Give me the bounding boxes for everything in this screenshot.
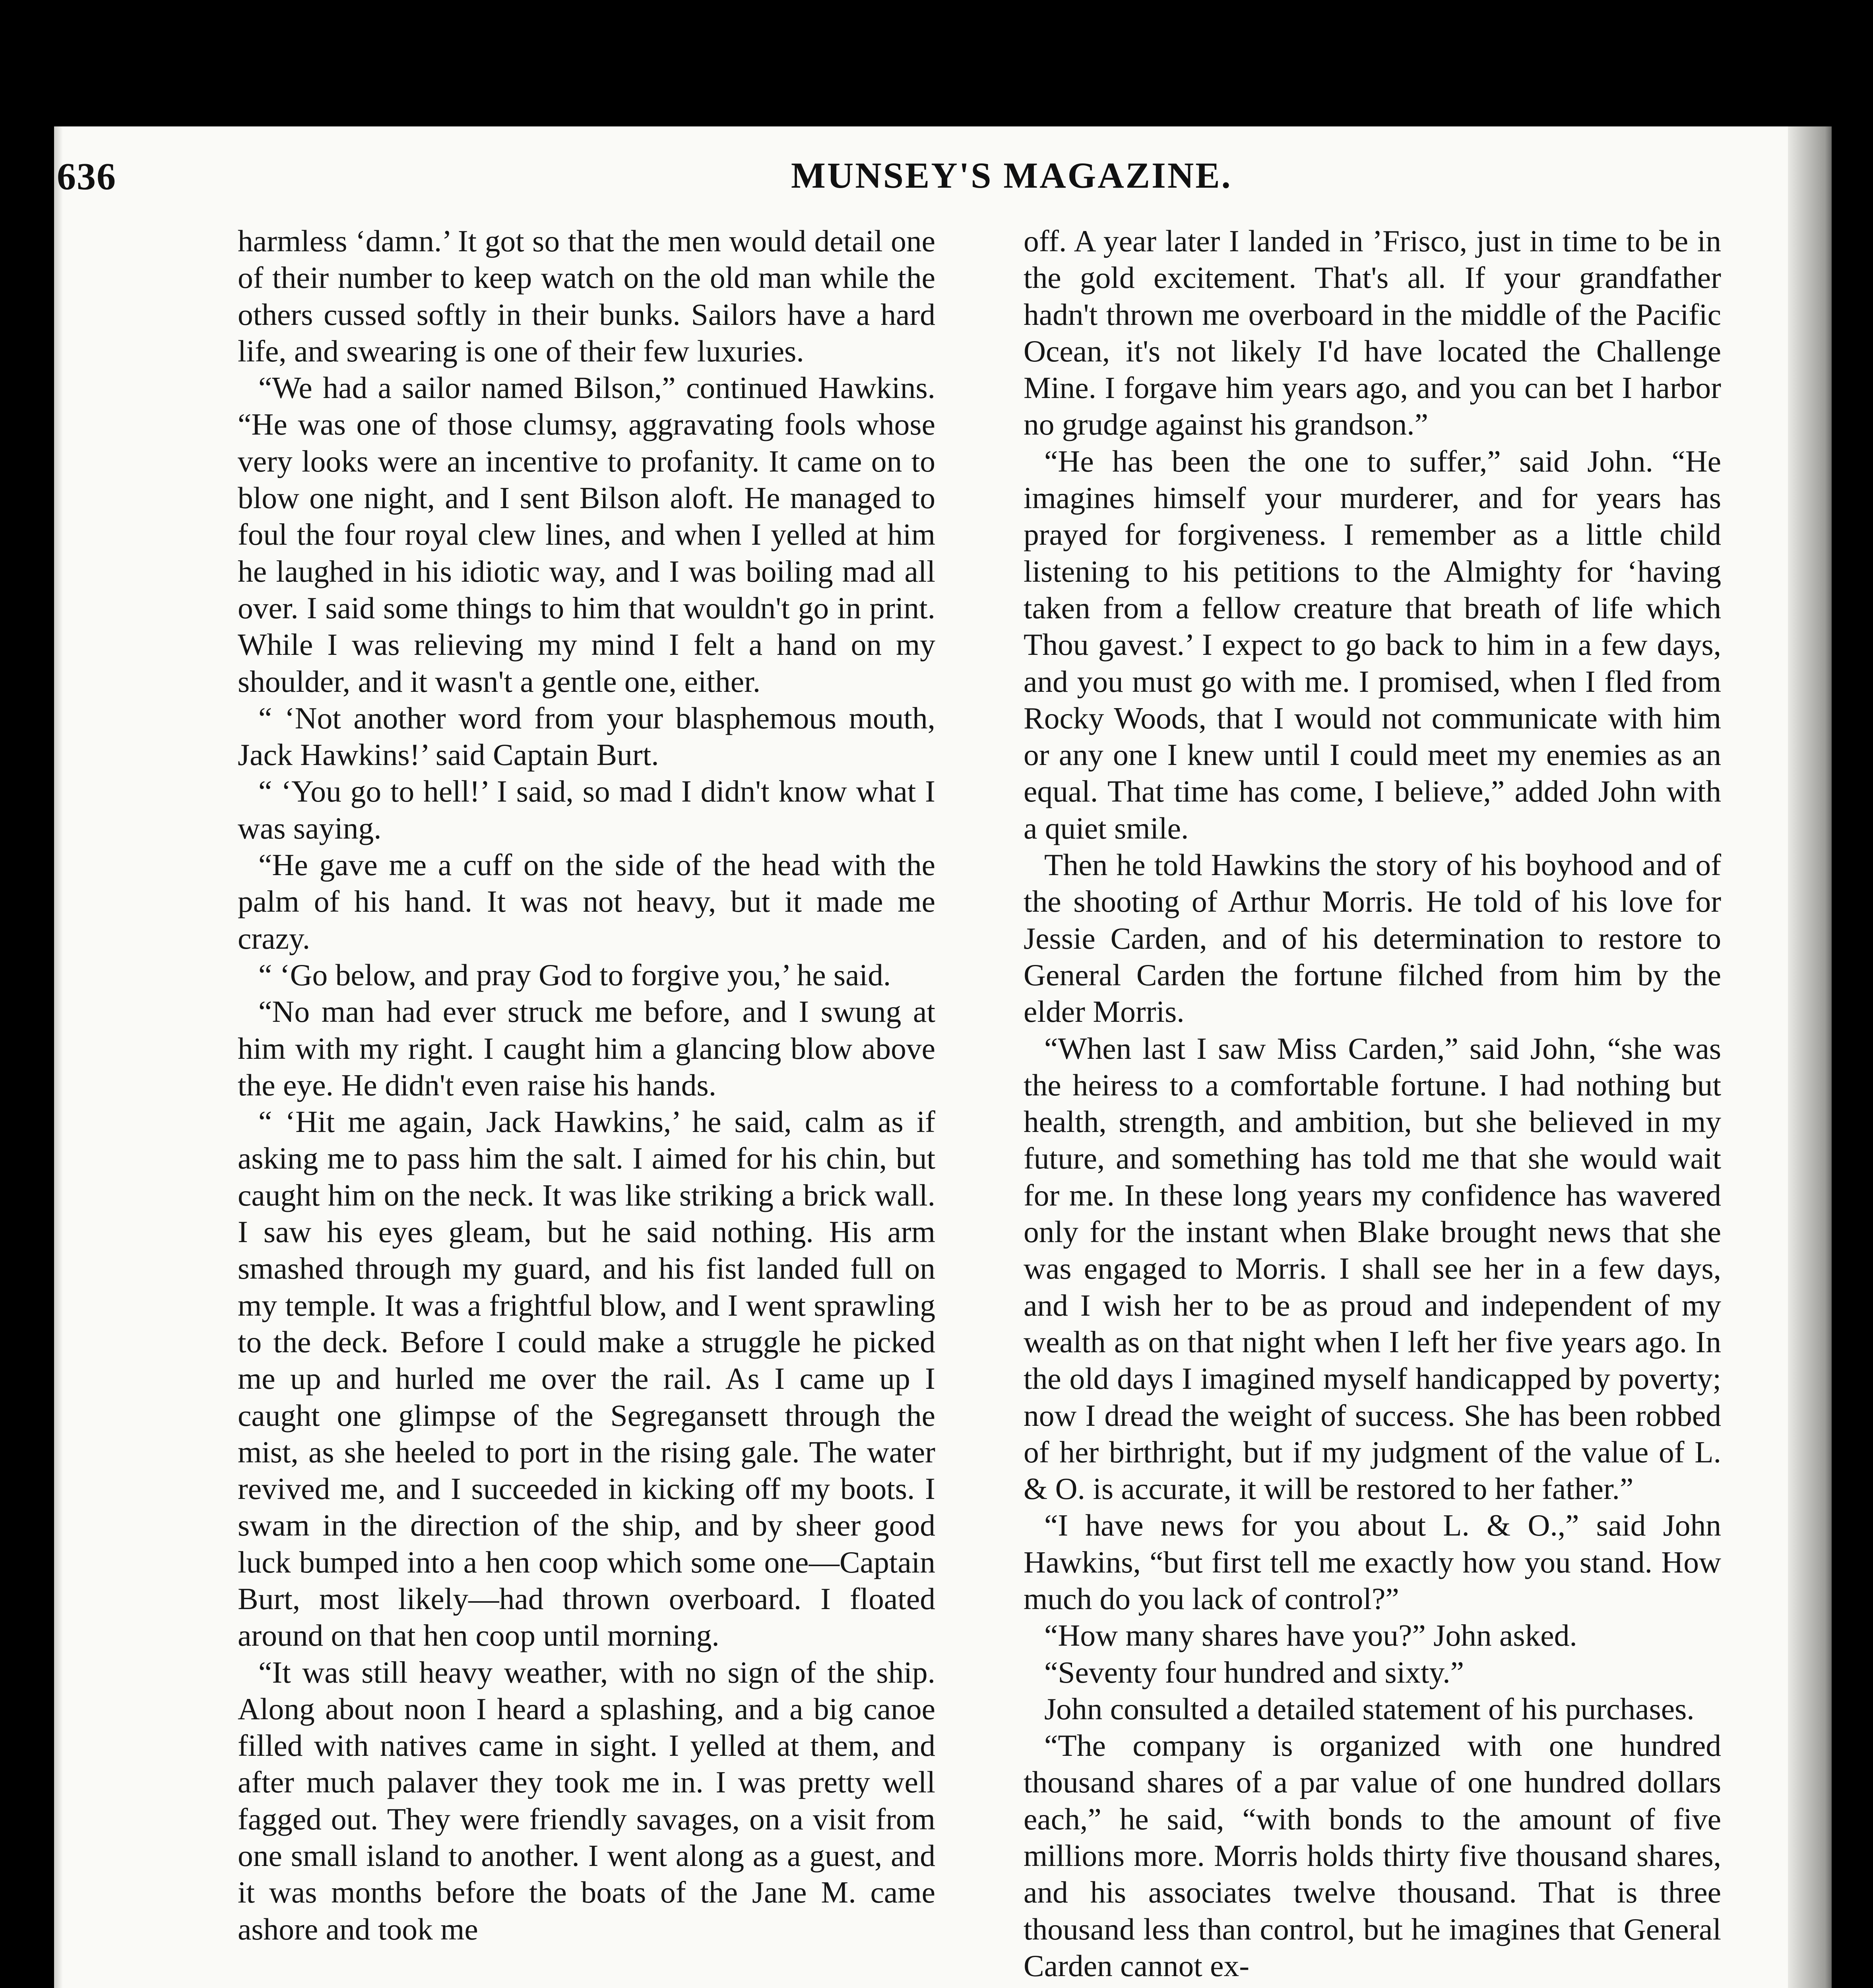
paragraph: “ ‘Go below, and pray God to forgive you,’ he said.	[258, 957, 891, 992]
paragraph: “It was still heavy weather, with no sign of the ship. Along about noon I heard a splashing, and a big canoe filled with natives came in sight. I yelled at them, and after much palaver they took me in. I was pretty well fagged out. They were friendly savages, on a visit from one small island to another. I went along as a guest, and it was months before the boats of the Jane M. came ashore and took me	[238, 1655, 935, 1946]
text-column-right	[1024, 223, 1721, 1984]
paragraph: “ ‘Hit me again, Jack Hawkins,’ he said, calm as if asking me to pass him the salt. I aimed for his chin, but caught him on the neck. It was like striking a brick wall. I saw his eyes gleam, but he said nothing. His arm smashed through my guard, and his fist landed full on my temple. It was a frightful blow, and I went sprawling to the deck. Before I could make a struggle he picked me up and hurled me over the rail. As I came up I caught one glimpse of the Segregansett through the mist, as she heeled to port in the rising gale. The water revived me, and I succeeded in kicking off my boots. I swam in the direction of the ship, and by sheer good luck bumped into a hen coop which some one—Captain Burt, most likely—had thrown overboard. I floated around on that hen coop until morning.	[238, 1105, 935, 1653]
text-column-left	[238, 223, 935, 1947]
paragraph: “The company is organized with one hundred thousand shares of a par value of one hundred dollars each,” he said, “with bonds to the amount of five millions more. Morris holds thirty five thousand shares, and his associates twelve thousand. That is three thousand less than control, but he imagines that General Carden cannot ex-	[1024, 1728, 1721, 1983]
paragraph: “Seventy four hundred and sixty.”	[1044, 1655, 1464, 1689]
paragraph: “No man had ever struck me before, and I swung at him with my right. I caught him a glancing blow above the eye. He didn't even raise his hands.	[238, 994, 935, 1102]
paragraph: Then he told Hawkins the story of his boyhood and of the shooting of Arthur Morris. He told of his love for Jessie Carden, and of his determination to restore to General Carden the fortune filched from him by the elder Morris.	[1024, 848, 1721, 1029]
paragraph: “ ‘Not another word from your blasphemous mouth, Jack Hawkins!’ said Captain Burt.	[238, 701, 935, 772]
paragraph: “When last I saw Miss Carden,” said John, “she was the heiress to a comfortable fortune. I had nothing but health, strength, and ambition, but she believed in my future, and something has told me that she would wait for me. In these long years my confidence has wavered only for the instant when Blake brought news that she was engaged to Morris. I shall see her in a few days, and I wish her to be as proud and independent of my wealth as on that night when I left her five years ago. In the old days I imagined myself handicapped by poverty; now I dread the weight of success. She has been robbed of her birthright, but if my judgment of the value of L. & O. is accurate, it will be restored to her father.”	[1024, 1031, 1721, 1506]
paragraph: “I have news for you about L. & O.,” said John Hawkins, “but first tell me exactly how you stand. How much do you lack of control?”	[1024, 1508, 1721, 1616]
page-gutter-shadow	[1788, 126, 1832, 1988]
paragraph: “ ‘You go to hell!’ I said, so mad I didn't know what I was saying.	[238, 774, 935, 845]
paragraph: off. A year later I landed in ’Frisco, just in time to be in the gold excitement. That's all. If your grandfather hadn't thrown me overboard in the middle of the Pacific Ocean, it's not likely I'd have located the Challenge Mine. I forgave him years ago, and you can bet I harbor no grudge against his grandson.”	[1024, 224, 1721, 442]
paragraph: “He has been the one to suffer,” said John. “He imagines himself your murderer, and for years has prayed for forgiveness. I remember as a little child listening to his petitions to the Almighty for ‘having taken from a fellow creature that breath of life which Thou gavest.’ I expect to go back to him in a few days, and you must go with me. I promised, when I fled from Rocky Woods, that I would not communicate with him or any one I knew until I could meet my enemies as an equal. That time has come, I believe,” added John with a quiet smile.	[1024, 444, 1721, 845]
page-number: 636	[57, 155, 116, 198]
page-left-edge	[54, 126, 63, 1988]
paragraph: “We had a sailor named Bilson,” continued Hawkins. “He was one of those clumsy, aggravating fools whose very looks were an incentive to profanity. It came on to blow one night, and I sent Bilson aloft. He managed to foul the four royal clew lines, and when I yelled at him he laughed in his idiotic way, and I was boiling mad all over. I said some things to him that wouldn't go in print. While I was relieving my mind I felt a hand on my shoulder, and it wasn't a gentle one, either.	[238, 371, 935, 699]
running-head: MUNSEY'S MAGAZINE.	[791, 155, 1232, 196]
paragraph: “How many shares have you?” John asked.	[1044, 1618, 1577, 1653]
paragraph: harmless ‘damn.’ It got so that the men would detail one of their number to keep watch on the old man while the others cussed softly in their bunks. Sailors have a hard life, and swearing is one of their few luxuries.	[238, 224, 935, 368]
paragraph: John consulted a detailed statement of his purchases.	[1044, 1691, 1695, 1726]
paragraph: “He gave me a cuff on the side of the head with the palm of his hand. It was not heavy, but it made me crazy.	[238, 848, 935, 955]
